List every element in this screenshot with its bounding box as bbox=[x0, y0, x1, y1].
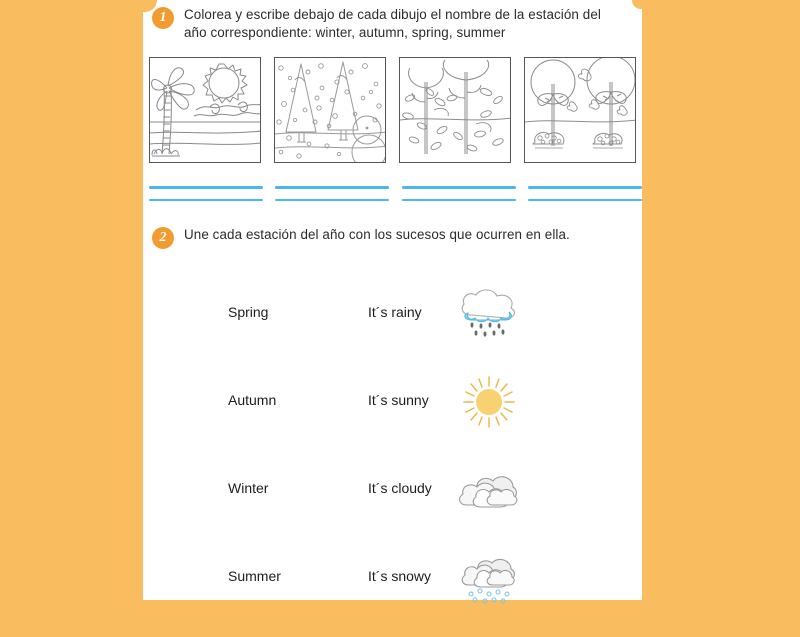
drawing-panel-autumn[interactable] bbox=[399, 57, 511, 163]
cloud-icon bbox=[455, 461, 523, 519]
worksheet-sheet bbox=[143, 0, 642, 600]
write-line[interactable] bbox=[149, 199, 263, 202]
match-row bbox=[143, 285, 642, 373]
writing-line-group-1[interactable] bbox=[149, 186, 263, 201]
weather-label-cloudy[interactable]: It´s cloudy bbox=[368, 480, 432, 496]
write-line[interactable] bbox=[528, 186, 642, 189]
drawing-panel-winter[interactable] bbox=[274, 57, 386, 163]
sun-icon bbox=[455, 373, 523, 431]
rain-cloud-icon bbox=[455, 285, 523, 343]
season-label-autumn[interactable]: Autumn bbox=[228, 392, 277, 408]
write-line[interactable] bbox=[528, 199, 642, 202]
snow-cloud-icon bbox=[455, 549, 523, 607]
match-row bbox=[143, 549, 642, 637]
weather-label-sunny[interactable]: It´s sunny bbox=[368, 392, 429, 408]
exercise-2-header bbox=[143, 226, 642, 249]
writing-line-group-4[interactable] bbox=[528, 186, 642, 201]
writing-line-group-2[interactable] bbox=[275, 186, 389, 201]
write-line[interactable] bbox=[275, 199, 389, 202]
write-line[interactable] bbox=[149, 186, 263, 189]
season-label-spring[interactable]: Spring bbox=[228, 304, 269, 320]
season-label-winter[interactable]: Winter bbox=[228, 480, 269, 496]
match-row bbox=[143, 373, 642, 461]
drawing-panels bbox=[149, 57, 636, 163]
writing-line-group-3[interactable] bbox=[402, 186, 516, 201]
weather-label-rainy[interactable]: It´s rainy bbox=[368, 304, 422, 320]
matching-rows bbox=[143, 285, 642, 637]
drawing-panel-summer[interactable] bbox=[149, 57, 261, 163]
exercise-2-number-badge: 2 bbox=[152, 227, 174, 249]
weather-label-snowy[interactable]: It´s snowy bbox=[368, 568, 432, 584]
write-line[interactable] bbox=[402, 199, 516, 202]
exercise-2 bbox=[143, 226, 642, 584]
exercise-1-header bbox=[143, 6, 642, 42]
write-line[interactable] bbox=[402, 186, 516, 189]
exercise-1 bbox=[143, 6, 642, 42]
exercise-2-instruction: Une cada estación del año con los sucesos que ocurren en ella. bbox=[184, 227, 570, 242]
write-line[interactable] bbox=[275, 186, 389, 189]
match-row bbox=[143, 461, 642, 549]
season-label-summer[interactable]: Summer bbox=[228, 568, 281, 584]
exercise-1-instruction: Colorea y escribe debajo de cada dibujo el nombre de la estación del año correspondiente: winter, autumn, spring, summer bbox=[184, 7, 601, 40]
drawing-panel-spring[interactable] bbox=[524, 57, 636, 163]
exercise-1-number-badge: 1 bbox=[152, 7, 174, 29]
writing-lines bbox=[149, 186, 642, 201]
